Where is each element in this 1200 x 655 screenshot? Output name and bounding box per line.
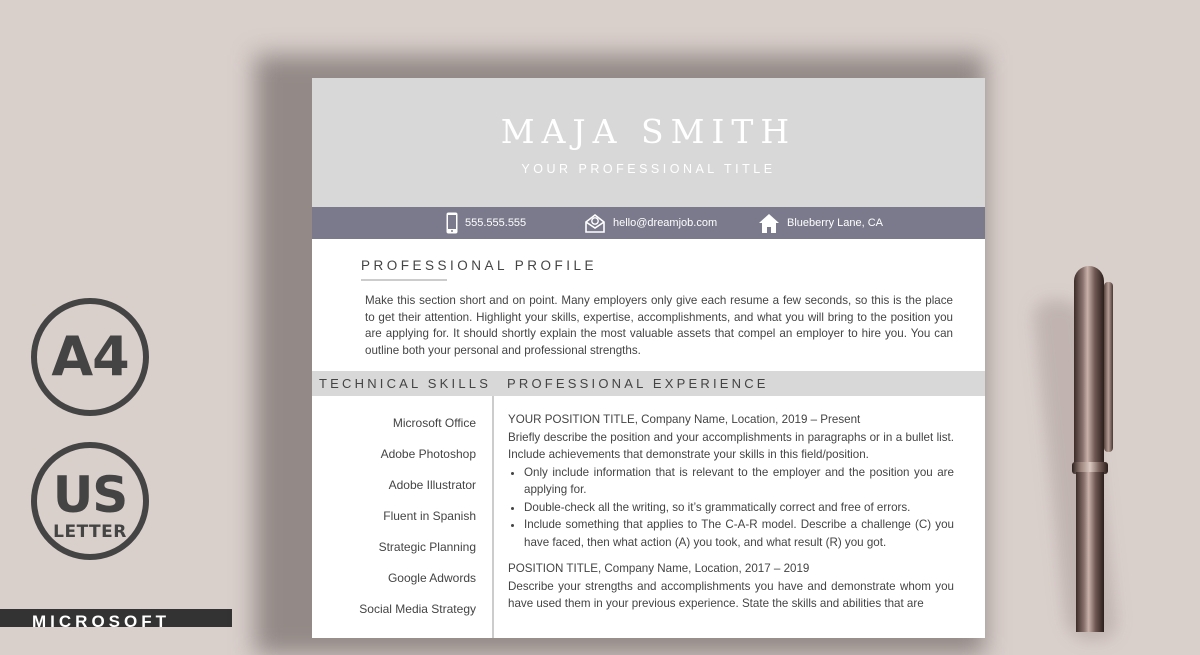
pen-icon	[1074, 266, 1104, 466]
skill-item: Adobe Photoshop	[380, 447, 476, 461]
us-letter-badge	[31, 442, 149, 560]
resume-title: YOUR PROFESSIONAL TITLE	[521, 162, 776, 176]
contact-address	[758, 207, 883, 239]
job-bullet: • Only include information that is relevant to the employer and the position you are applying for.	[524, 464, 954, 499]
a4-badge	[31, 298, 149, 416]
column-divider	[492, 396, 494, 638]
skill-item: Strategic Planning	[378, 540, 476, 554]
experience-heading: PROFESSIONAL EXPERIENCE	[507, 376, 769, 391]
skill-item: Adobe Illustrator	[388, 478, 476, 492]
skill-item: Social Media Strategy	[359, 602, 476, 616]
a4-badge-label: A4	[51, 325, 129, 388]
email-icon	[584, 212, 606, 234]
skills-list	[312, 416, 476, 633]
pen-body	[1076, 472, 1104, 632]
job-title: YOUR POSITION TITLE, Company Name, Location, 2019 – Present	[508, 413, 861, 426]
contact-bar	[312, 207, 985, 239]
experience-section	[508, 411, 954, 613]
microsoft-banner: MICROSOFT	[0, 609, 232, 627]
skill-item: Microsoft Office	[392, 416, 476, 430]
contact-phone	[446, 207, 526, 239]
resume-header	[312, 78, 985, 207]
home-icon	[758, 212, 780, 234]
job-description: Briefly describe the position and your accomplishments in paragraphs or in a bullet list. Include achievements that demonstrate your skills in this field/position.	[508, 430, 954, 461]
skill-item: Fluent in Spanish	[383, 509, 476, 523]
resume-page	[312, 78, 985, 638]
skill-item: Google Adwords	[387, 571, 476, 585]
skills-heading: TECHNICAL SKILLS	[319, 376, 492, 391]
job-bullet: • Include something that applies to The C-A-R model. Describe a challenge (C) you have faced, then what action (A) you took, and what result (R) you got.	[524, 516, 954, 551]
pen-clip	[1104, 282, 1113, 452]
job-bullets	[508, 464, 954, 552]
us-badge-label: US	[52, 466, 128, 524]
profile-text: Make this section short and on point. Many employers only give each resume a few seconds, so this is the place to get their attention. Highlight your skills, expertise, accomplishments, and what you will bring to the position you are applying for. It should shortly explain the most valuable assets that compel an employer to hire you. You can outline both your personal and professional strengths.	[365, 294, 953, 357]
email-text: hello@dreamjob.com	[613, 217, 718, 229]
letter-badge-label: LETTER	[53, 522, 127, 542]
profile-heading: PROFESSIONAL PROFILE	[361, 258, 598, 273]
profile-underline	[361, 279, 447, 281]
job-description: Describe your strengths and accomplishments you have and demonstrate whom you have used them in your previous experience. State the skills and abilities that are	[508, 579, 954, 610]
phone-icon	[446, 212, 458, 234]
phone-text: 555.555.555	[465, 217, 527, 229]
contact-email	[584, 207, 717, 239]
resume-name: MAJA SMITH	[500, 112, 797, 151]
address-text: Blueberry Lane, CA	[787, 217, 883, 229]
job-bullet: • Double-check all the writing, so it’s grammatically correct and free of errors.	[524, 499, 954, 517]
section-band	[312, 371, 985, 396]
job-title: POSITION TITLE, Company Name, Location, 2017 – 2019	[508, 562, 810, 575]
